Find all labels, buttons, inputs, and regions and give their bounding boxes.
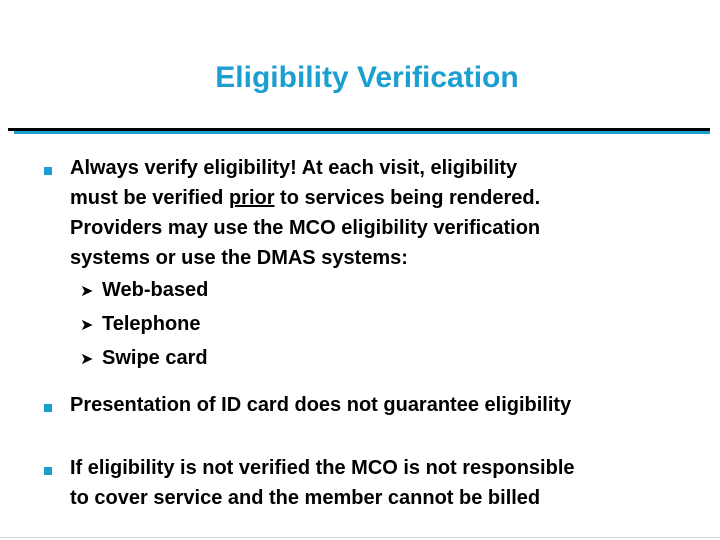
sub-bullet-item bbox=[80, 309, 380, 343]
arrow-bullet-icon: ➤ bbox=[80, 283, 94, 300]
sub-bullet-item bbox=[80, 275, 380, 309]
bullet-line: Presentation of ID card does not guarantee eligibility bbox=[70, 394, 572, 416]
square-bullet-icon bbox=[44, 167, 52, 175]
bullet-line: to cover service and the member cannot be billed bbox=[70, 487, 541, 509]
bullet-line: If eligibility is not verified the MCO is not responsible bbox=[70, 457, 575, 479]
sub-bullet-list bbox=[80, 275, 380, 377]
footer-divider bbox=[0, 537, 720, 538]
bullet-item bbox=[44, 453, 694, 513]
arrow-bullet-icon: ➤ bbox=[80, 317, 94, 334]
bullet-line: Providers may use the MCO eligibility verification bbox=[70, 217, 541, 239]
bullet-item bbox=[44, 153, 694, 273]
bullet-line: systems or use the DMAS systems: bbox=[70, 247, 408, 269]
arrow-bullet-icon: ➤ bbox=[80, 351, 94, 368]
sub-bullet-label: Swipe card bbox=[102, 347, 208, 369]
bullet-text bbox=[70, 390, 694, 420]
square-bullet-icon bbox=[44, 467, 52, 475]
emphasized-word: prior bbox=[228, 187, 275, 209]
bullet-text bbox=[70, 453, 694, 513]
square-bullet-icon bbox=[44, 404, 52, 412]
sub-bullet-item bbox=[80, 343, 380, 377]
bullet-line: Always verify eligibility! At each visit, eligibility bbox=[70, 157, 518, 179]
bullet-item bbox=[44, 390, 694, 420]
slide-title: Eligibility Verification bbox=[215, 61, 519, 94]
bullet-line-part: must be verified bbox=[70, 187, 229, 209]
sub-bullet-label: Web-based bbox=[102, 279, 209, 301]
bullet-text bbox=[70, 153, 694, 273]
sub-bullet-label: Telephone bbox=[102, 313, 201, 335]
bullet-line bbox=[70, 183, 694, 213]
bullet-line-part: to services being rendered. bbox=[274, 187, 541, 209]
